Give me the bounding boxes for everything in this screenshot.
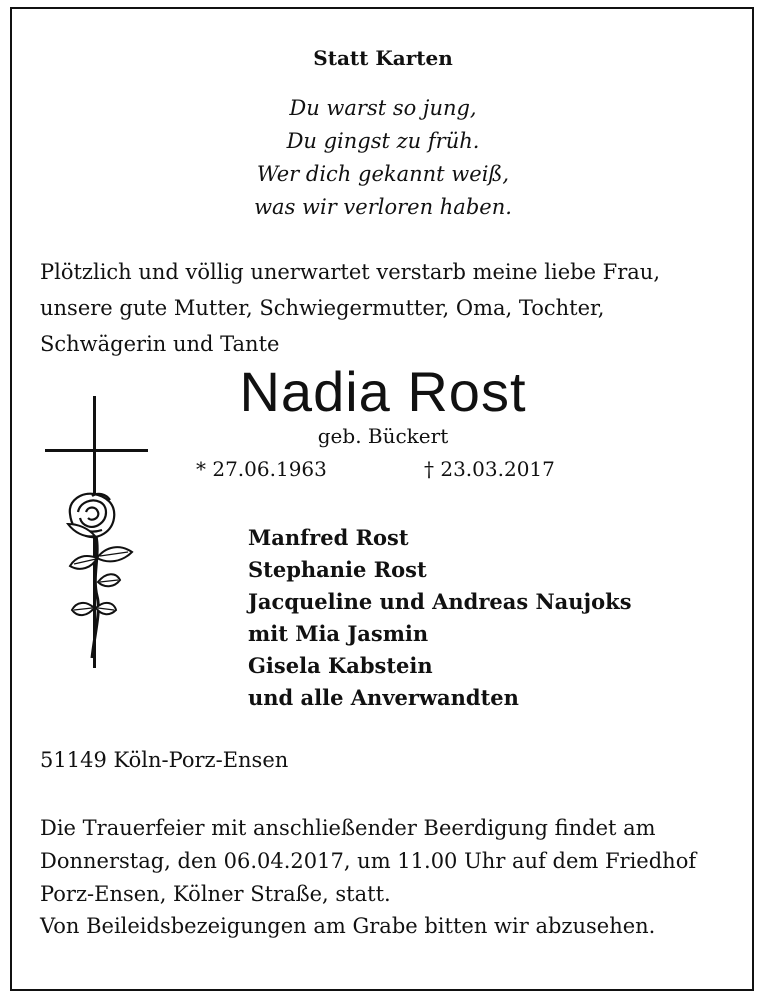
poem-line: Du warst so jung, bbox=[289, 96, 477, 120]
intro-line: unsere gute Mutter, Schwiegermutter, Oma, Tochter, bbox=[40, 296, 605, 320]
family-member: mit Mia Jasmin bbox=[248, 621, 429, 646]
family-member: und alle Anverwandten bbox=[248, 685, 519, 710]
life-dates bbox=[196, 457, 555, 481]
deceased-name: Nadia Rost bbox=[239, 360, 527, 423]
notice-heading: Statt Karten bbox=[313, 46, 453, 70]
service-line: Donnerstag, den 06.04.2017, um 11.00 Uhr auf dem Friedhof bbox=[40, 849, 697, 873]
intro-line: Plötzlich und völlig unerwartet verstarb meine liebe Frau, bbox=[40, 260, 661, 284]
family-list bbox=[248, 522, 632, 714]
birth-date: * 27.06.1963 bbox=[196, 457, 327, 481]
poem-line: was wir verloren haben. bbox=[254, 195, 512, 219]
death-date: † 23.03.2017 bbox=[424, 457, 555, 481]
condolence-note: Von Beileidsbezeigungen am Grabe bitten wir abzusehen. bbox=[40, 914, 656, 938]
service-line: Porz-Ensen, Kölner Straße, statt. bbox=[40, 882, 391, 906]
intro-line: Schwägerin und Tante bbox=[40, 332, 280, 356]
intro-text bbox=[40, 254, 740, 362]
cross-with-rose-icon bbox=[40, 396, 152, 668]
poem bbox=[0, 92, 766, 224]
poem-line: Wer dich gekannt weiß, bbox=[256, 162, 510, 186]
family-member: Stephanie Rost bbox=[248, 557, 427, 582]
maiden-name: geb. Bückert bbox=[317, 424, 449, 448]
family-member: Jacqueline und Andreas Naujoks bbox=[248, 589, 632, 614]
family-member: Manfred Rost bbox=[248, 525, 409, 550]
location: 51149 Köln-Porz-Ensen bbox=[40, 748, 289, 772]
family-member: Gisela Kabstein bbox=[248, 653, 433, 678]
poem-line: Du gingst zu früh. bbox=[286, 129, 480, 153]
service-line: Die Trauerfeier mit anschließender Beerdigung findet am bbox=[40, 816, 656, 840]
service-details bbox=[40, 812, 696, 911]
